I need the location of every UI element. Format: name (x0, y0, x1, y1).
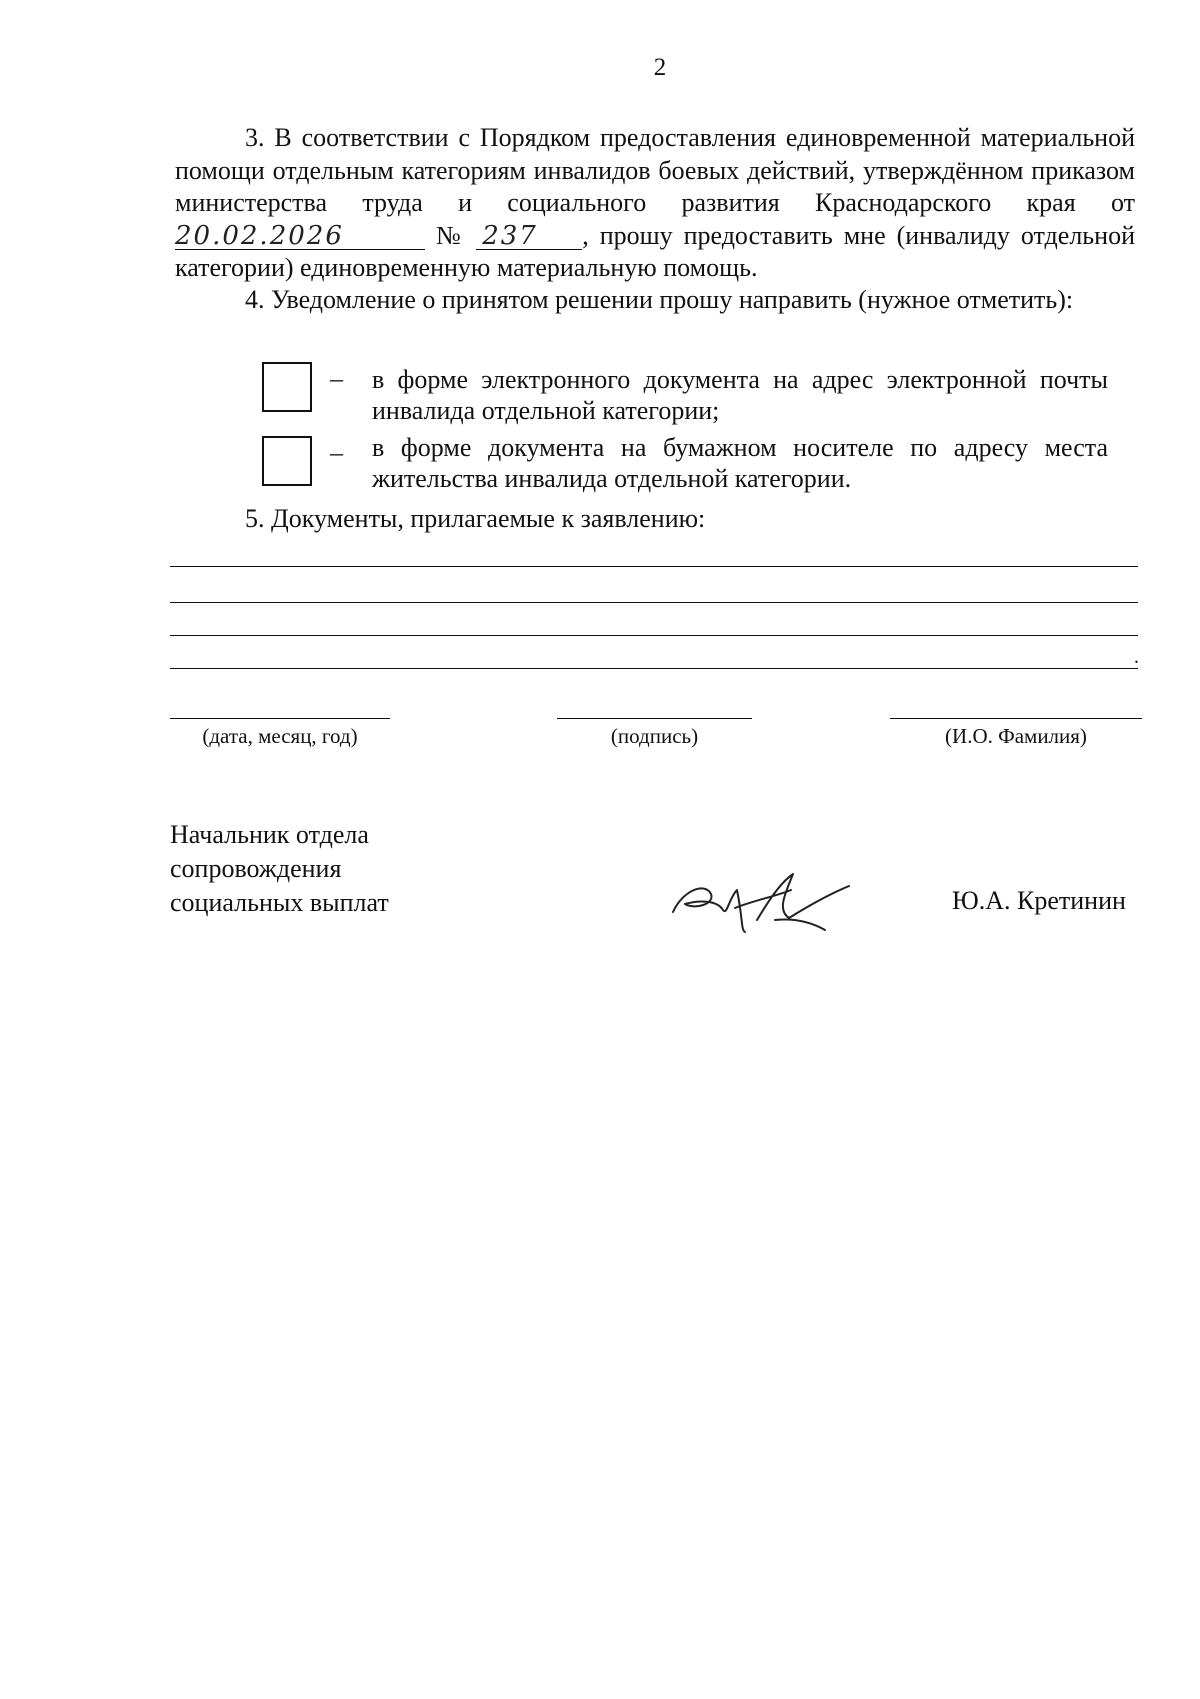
position-line-2: сопровождения (170, 854, 342, 883)
attached-documents-line-2[interactable] (170, 602, 1138, 603)
order-number-handwritten: 237 (482, 220, 538, 251)
signature-caption: (подпись) (610, 724, 699, 748)
order-number-field (476, 220, 582, 251)
section-3-paragraph (175, 122, 1135, 285)
option-1-dash: – (330, 364, 343, 393)
electronic-notification-option-label: в форме электронного документа на адрес электронной почты инвалида отдельной категории; (372, 365, 1108, 425)
number-sign: № (425, 220, 477, 250)
order-date-field (175, 220, 425, 251)
attached-documents-line-4[interactable] (170, 668, 1138, 669)
paper-notification-checkbox[interactable] (262, 436, 312, 486)
electronic-notification-checkbox[interactable] (262, 362, 312, 412)
section-4-text: 4. Уведомление о принятом решении прошу направить (нужное отметить): (245, 285, 1074, 314)
option-2-dash: – (330, 438, 343, 467)
date-signature-line[interactable] (170, 718, 390, 719)
position-line-1: Начальник отдела (170, 820, 369, 849)
section-3-text-end: , прошу предоставить мне (инвалиду отдельной категории) единовременную материальную помощь. (175, 220, 1135, 282)
section-3-text-start: 3. В соответствии с Порядком предоставления единовременной материальной помощи отдельным категориям инвалидов боевых действий, утверждённом приказом министерства труда и социального развития Краснодарского края от (175, 123, 1135, 217)
attached-documents-line-1[interactable] (170, 566, 1138, 567)
page-number: 2 (653, 54, 667, 81)
name-caption: (И.О. Фамилия) (945, 724, 1087, 748)
section-5-heading: 5. Документы, прилагаемые к заявлению: (245, 504, 706, 533)
date-caption: (дата, месяц, год) (202, 724, 358, 748)
attached-documents-line-3[interactable] (170, 635, 1138, 636)
order-date-handwritten: 20.02.2026 (175, 220, 344, 251)
handwritten-signature-image (665, 860, 855, 935)
paper-notification-option-label: в форме документа на бумажном носителе по адресу места жительства инвалида отдельной категории. (372, 433, 1108, 493)
position-line-3: социальных выплат (170, 888, 389, 917)
attached-documents-end-dot: . (1134, 646, 1139, 668)
signature-line[interactable] (557, 718, 752, 719)
official-position (170, 818, 389, 920)
name-signature-line[interactable] (890, 718, 1142, 719)
official-name: Ю.А. Кретинин (952, 886, 1126, 915)
section-4-paragraph (175, 284, 1135, 317)
